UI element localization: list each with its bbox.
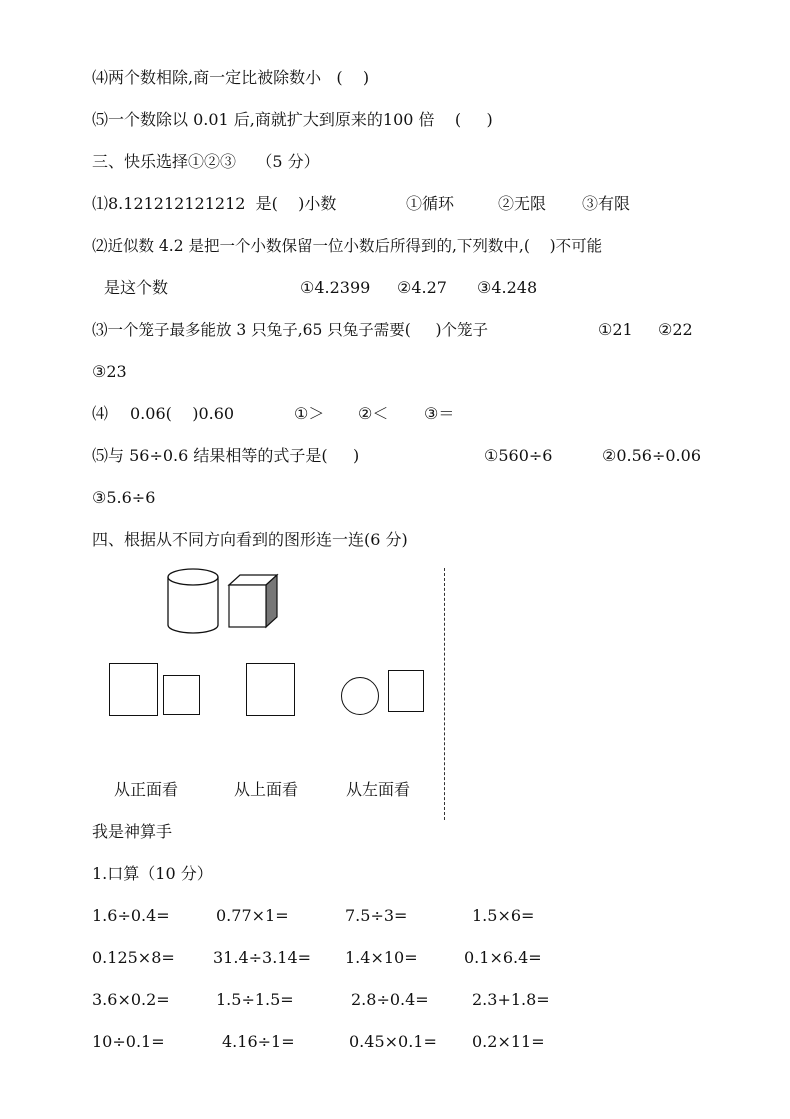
- choice-q3-option-1: ①21: [598, 320, 633, 339]
- choice-q4-option-3: ③＝: [424, 404, 455, 423]
- choice-q5-option-1: ①560÷6: [484, 446, 553, 465]
- choice-q1-stem: ⑴8.121212121212 是( )小数: [92, 194, 337, 213]
- calc-item: 4.16÷1=: [222, 1032, 295, 1051]
- choice-q4-stem: 0.06( )0.60: [130, 404, 235, 423]
- calc-item: 31.4÷3.14=: [213, 948, 312, 967]
- view-square: [246, 663, 295, 716]
- choice-q3-stem: ⑶一个笼子最多能放 3 只兔子,65 只兔子需要( )个笼子: [92, 321, 489, 339]
- calc-item: 2.8÷0.4=: [351, 990, 429, 1009]
- view-small-square: [163, 675, 200, 715]
- calc-item: 10÷0.1=: [92, 1032, 165, 1051]
- calc-item: 0.2×11=: [472, 1032, 545, 1051]
- calc-item: 0.45×0.1=: [349, 1032, 437, 1051]
- choice-q2-option-2: ②4.27: [397, 278, 447, 297]
- view-label-front: 从正面看: [114, 780, 179, 799]
- calc-item: 3.6×0.2=: [92, 990, 170, 1009]
- cylinder-figure: [166, 567, 220, 635]
- section-heading-calc: 我是神算手: [92, 822, 173, 841]
- choice-q3-option-3: ③23: [92, 362, 127, 381]
- view-large-square: [109, 663, 158, 716]
- choice-q2-option-3: ③4.248: [477, 278, 538, 297]
- calc-item: 1.6÷0.4=: [92, 906, 170, 925]
- view-small-rectangle: [388, 670, 424, 712]
- dashed-divider: [444, 568, 445, 820]
- calc-subheading: 1.口算（10 分）: [92, 864, 213, 883]
- choice-q4-label: ⑷: [92, 404, 109, 423]
- calc-item: 1.4×10=: [345, 948, 418, 967]
- calc-item: 0.125×8=: [92, 948, 175, 967]
- choice-q1-option-2: ②无限: [498, 194, 547, 213]
- cube-figure: [226, 572, 280, 630]
- choice-q1-option-1: ①循环: [406, 194, 455, 213]
- view-circle: [341, 677, 379, 715]
- judge-question-4: ⑷两个数相除,商一定比被除数小 ( ): [92, 68, 370, 87]
- choice-q3-option-2: ②22: [658, 320, 693, 339]
- choice-q2-option-1: ①4.2399: [300, 278, 371, 297]
- calc-item: 1.5×6=: [472, 906, 535, 925]
- choice-q4-option-1: ①＞: [294, 404, 325, 423]
- judge-question-5: ⑸一个数除以 0.01 后,商就扩大到原来的100 倍 ( ): [92, 110, 493, 129]
- calc-item: 0.1×6.4=: [464, 948, 542, 967]
- calc-item: 7.5÷3=: [345, 906, 408, 925]
- calc-item: 2.3+1.8=: [472, 990, 550, 1009]
- choice-q2-stem: ⑵近似数 4.2 是把一个小数保留一位小数后所得到的,下列数中,( )不可能: [92, 237, 603, 255]
- calc-item: 0.77×1=: [216, 906, 289, 925]
- choice-q5-option-2: ②0.56÷0.06: [602, 446, 701, 465]
- choice-q4-option-2: ②＜: [358, 404, 389, 423]
- choice-q5-option-3: ③5.6÷6: [92, 488, 156, 507]
- choice-q5-stem: ⑸与 56÷0.6 结果相等的式子是( ): [92, 446, 360, 465]
- section-heading-views: 四、根据从不同方向看到的图形连一连(6 分): [92, 530, 408, 549]
- calc-item: 1.5÷1.5=: [216, 990, 294, 1009]
- choice-q1-option-3: ③有限: [582, 194, 631, 213]
- view-label-top: 从上面看: [234, 780, 299, 799]
- section-heading-choice: 三、快乐选择①②③ （5 分）: [92, 152, 320, 171]
- view-label-left: 从左面看: [346, 780, 411, 799]
- choice-q2-stem-continued: 是这个数: [104, 278, 169, 297]
